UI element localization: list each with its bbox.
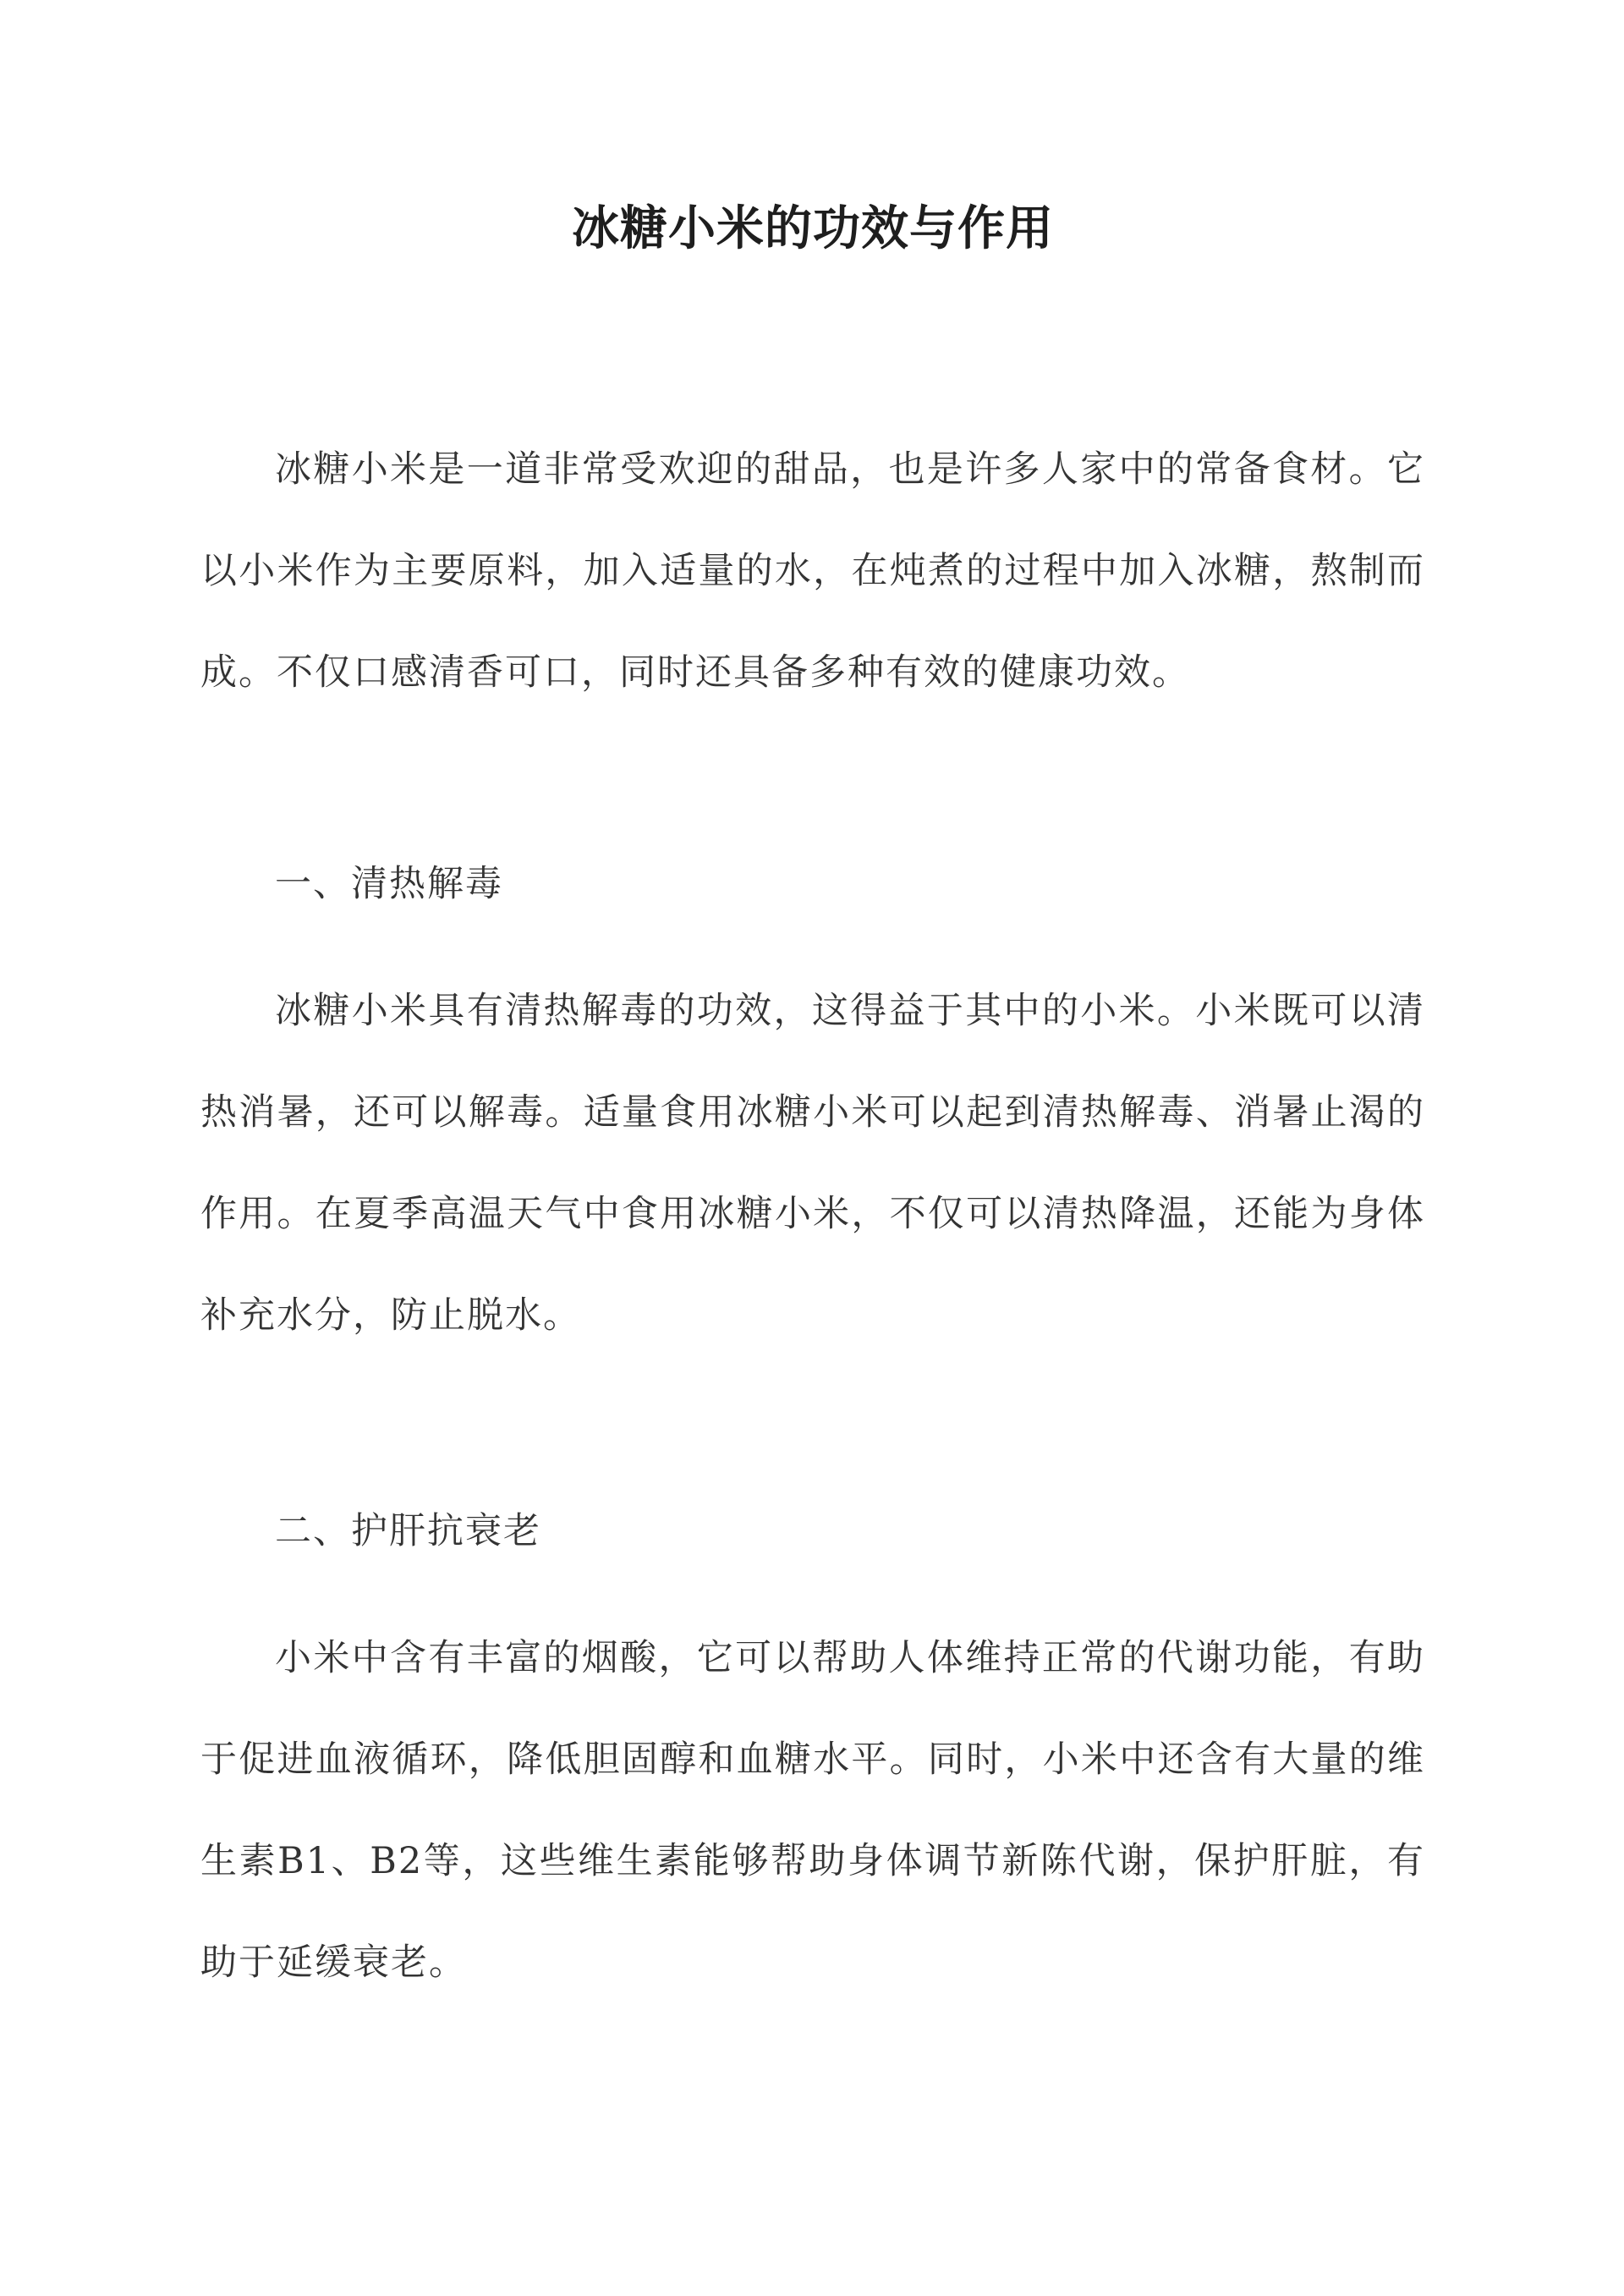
section-body-1: 冰糖小米具有清热解毒的功效，这得益于其中的小米。小米既可以清热消暑，还可以解毒。适量食用冰糖小米可以起到清热解毒、消暑止渴的作用。在夏季高温天气中食用冰糖小米，不仅可以清热降温，还能为身体补充水分，防止脱水。 <box>200 990 1425 1337</box>
document-title: 冰糖小米的功效与作用 <box>572 200 1054 256</box>
section-body-2: 小米中含有丰富的烟酸，它可以帮助人体维持正常的代谢功能，有助于促进血液循环，降低胆固醇和血糖水平。同时，小米中还含有大量的维生素B1、B2等，这些维生素能够帮助身体调节新陈代谢，保护肝脏，有助于延缓衰老。 <box>200 1637 1425 1984</box>
section-heading-2: 二、护肝抗衰老 <box>275 1510 541 1552</box>
section-heading-1: 一、清热解毒 <box>275 863 503 905</box>
intro-paragraph: 冰糖小米是一道非常受欢迎的甜品，也是许多人家中的常备食材。它以小米作为主要原料，加入适量的水，在炖煮的过程中加入冰糖，熬制而成。不仅口感清香可口，同时还具备多种有效的健康功效。 <box>200 448 1425 694</box>
